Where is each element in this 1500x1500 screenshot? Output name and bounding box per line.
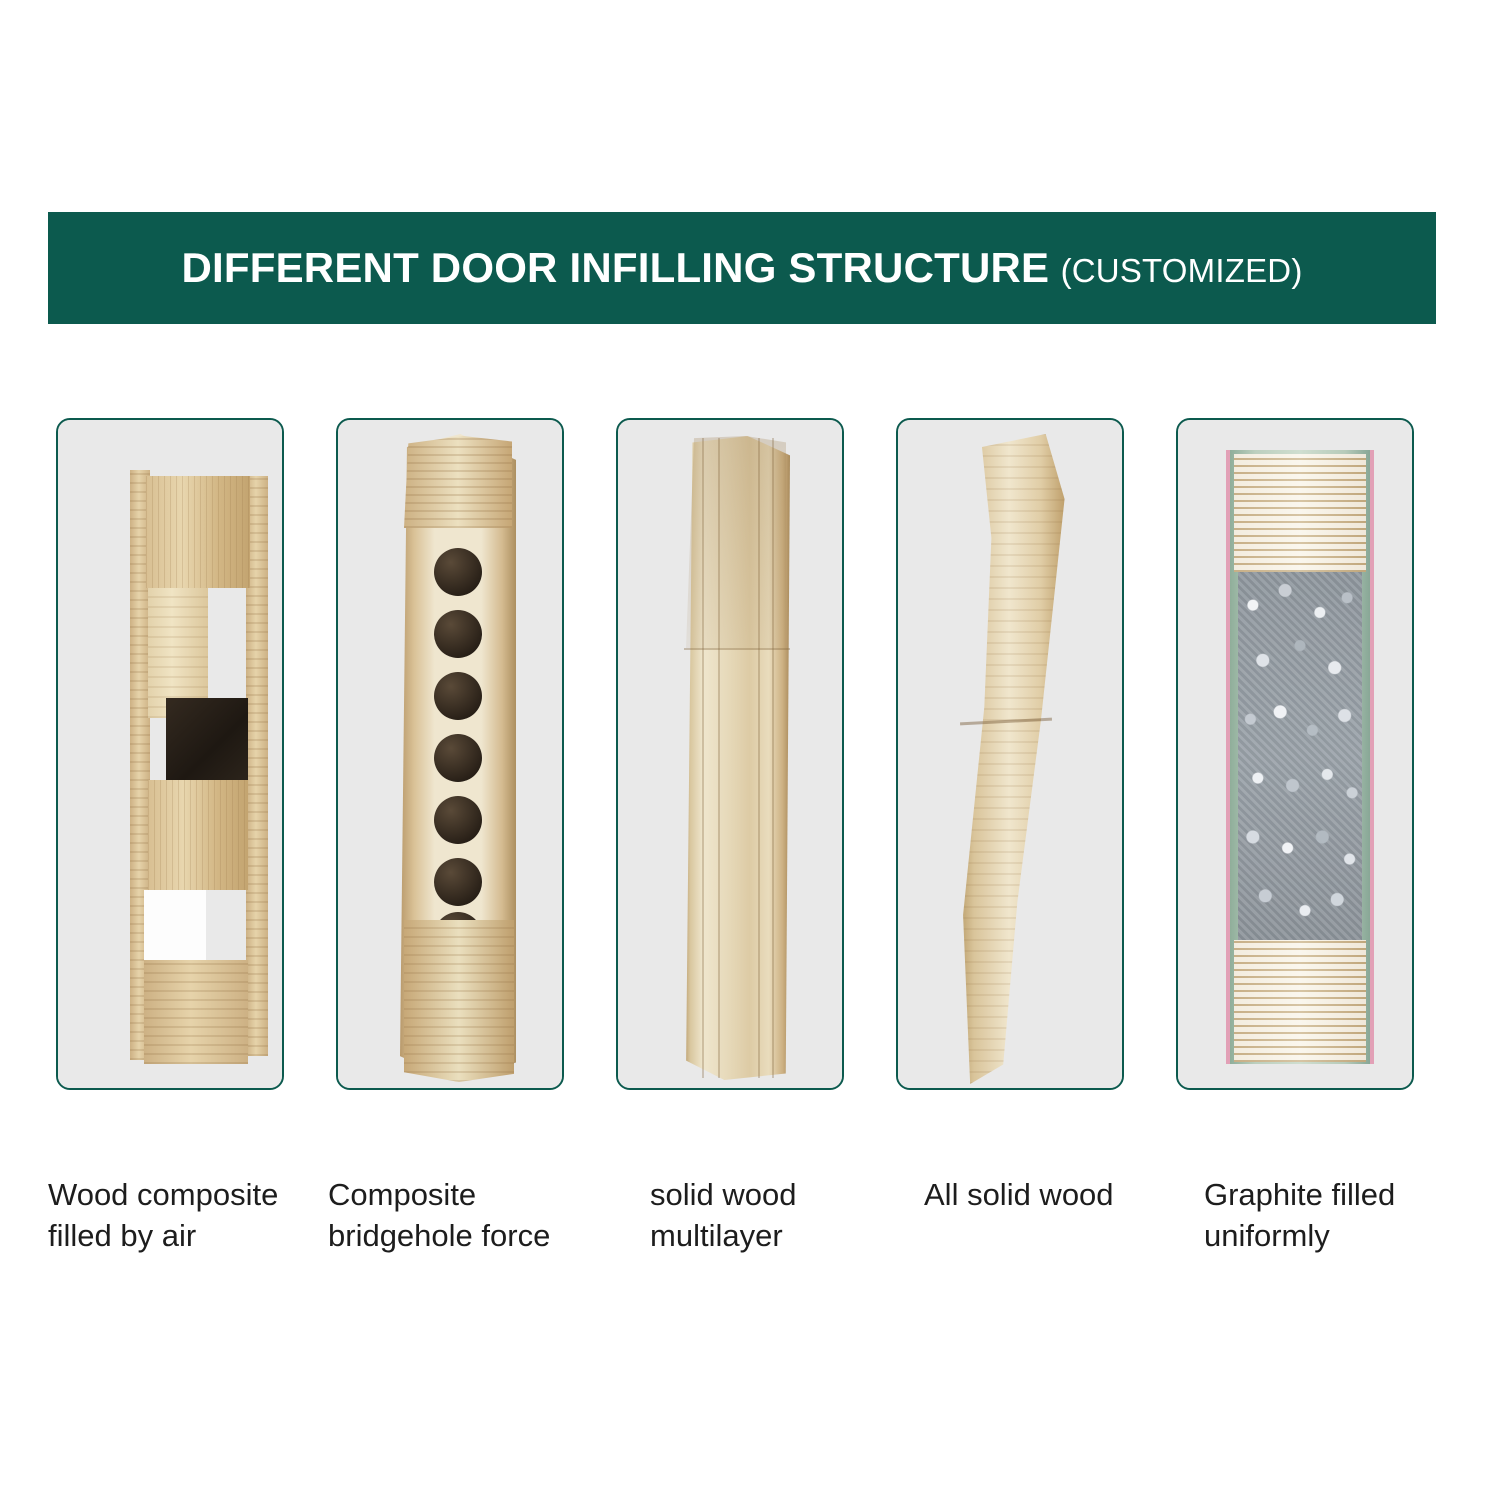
- wood-rail-top: [1234, 454, 1366, 572]
- wood-block-lower: [148, 780, 248, 890]
- card-row: [48, 418, 1448, 1098]
- card-column-3: [608, 418, 888, 1098]
- card-column-4: [888, 418, 1168, 1098]
- sample-image-3: [618, 420, 842, 1088]
- banner-text: [181, 244, 1302, 292]
- caption-solid-wood-multilayer: solid wood multilayer: [650, 1177, 797, 1253]
- layer-seam: [758, 438, 760, 1078]
- sample-card-composite-bridgehole-force[interactable]: [336, 418, 564, 1090]
- layer-seam: [702, 438, 704, 1078]
- graphite-fill: [1238, 572, 1362, 940]
- sample-image-4: [898, 420, 1122, 1088]
- bridge-hole: [434, 858, 482, 906]
- bridge-hole: [434, 734, 482, 782]
- sample-card-wood-composite-filled-by-air[interactable]: [56, 418, 284, 1090]
- caption-composite-bridgehole-force: Composite bridgehole force: [328, 1177, 551, 1253]
- caption-all-solid-wood: All solid wood: [924, 1177, 1114, 1212]
- sample-image-1: [58, 420, 282, 1088]
- page-title: DIFFERENT DOOR INFILLING STRUCTURE: [181, 244, 1050, 291]
- bridge-hole: [434, 796, 482, 844]
- header-banner: [48, 212, 1436, 324]
- caption-row: [48, 1175, 1448, 1257]
- sample-card-graphite-filled-uniformly[interactable]: [1176, 418, 1414, 1090]
- white-insert: [144, 890, 206, 964]
- solid-wood-slab: [956, 434, 1074, 1084]
- layer-seam: [772, 438, 774, 1078]
- board-top-shading: [686, 436, 786, 648]
- card-column-2: [328, 418, 608, 1098]
- page-title-suffix: (CUSTOMIZED): [1060, 252, 1303, 289]
- card-column-5: [1168, 418, 1448, 1098]
- card-column-1: [48, 418, 328, 1098]
- air-cavity: [166, 698, 248, 780]
- bridge-hole: [434, 610, 482, 658]
- sample-card-solid-wood-multilayer[interactable]: [616, 418, 844, 1090]
- wood-cap-bottom: [404, 920, 514, 1082]
- board-cross-seam: [684, 648, 790, 650]
- bridge-hole: [434, 672, 482, 720]
- sample-card-all-solid-wood[interactable]: [896, 418, 1124, 1090]
- wood-block-top: [146, 476, 250, 588]
- wood-rail-bottom: [1234, 940, 1366, 1062]
- caption-wood-composite-filled-by-air: Wood composite filled by air: [48, 1177, 279, 1253]
- sample-image-5: [1178, 420, 1412, 1088]
- bridge-hole: [434, 548, 482, 596]
- caption-graphite-filled-uniformly: Graphite filled uniformly: [1204, 1177, 1396, 1253]
- sample-image-2: [338, 420, 562, 1088]
- wood-cap-top: [404, 436, 512, 528]
- layer-seam: [718, 438, 720, 1078]
- wood-block-bottom: [144, 960, 248, 1064]
